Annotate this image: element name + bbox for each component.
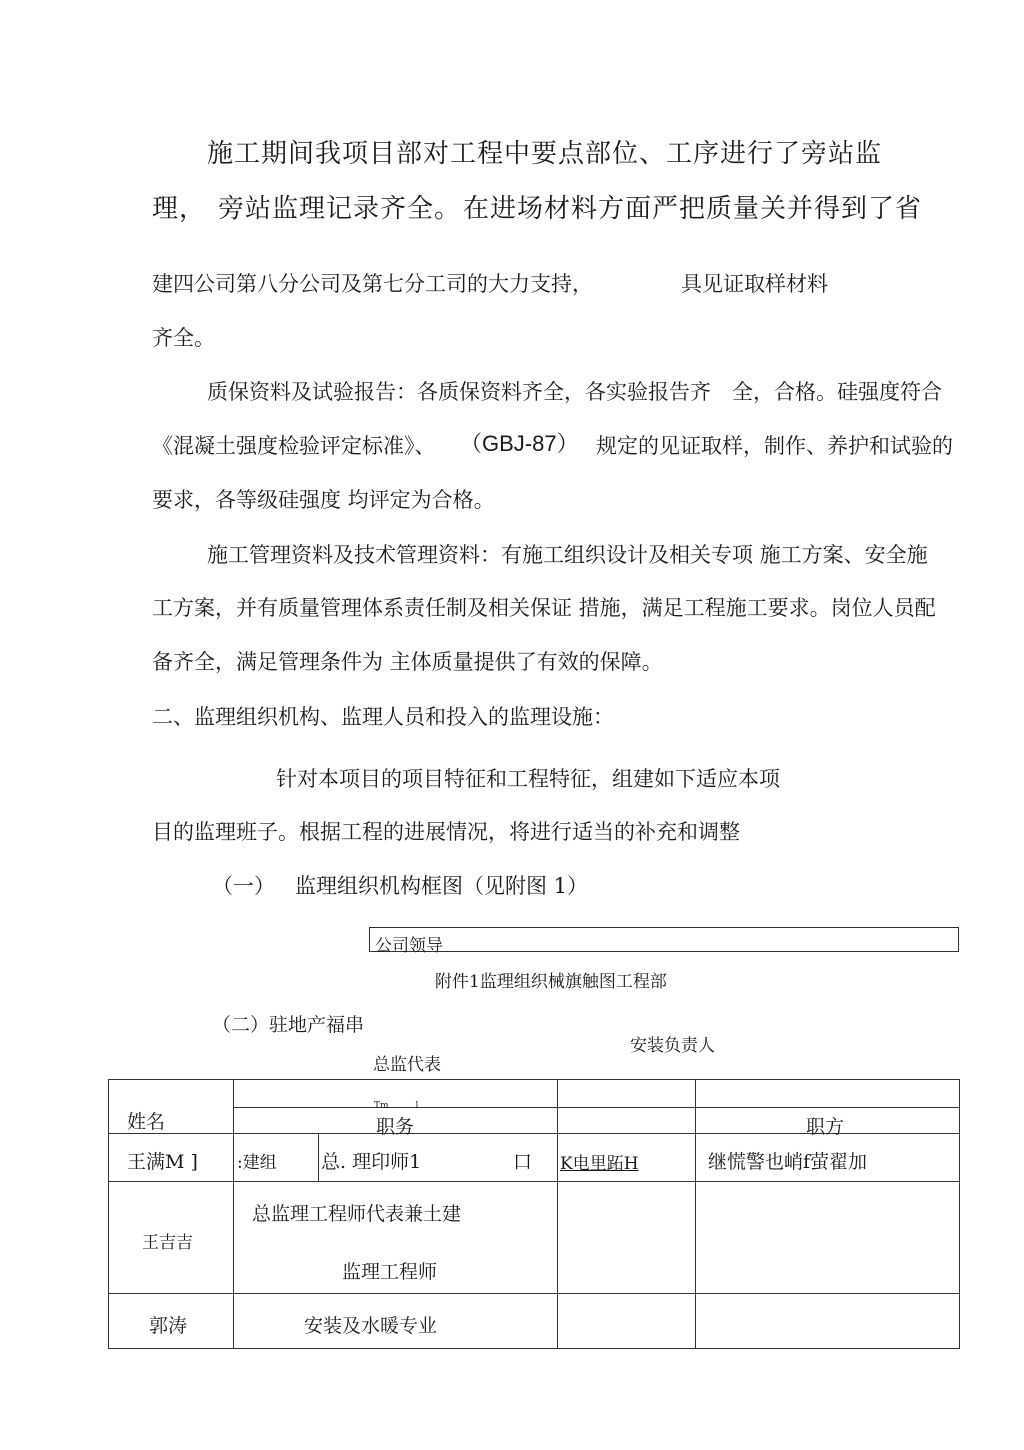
section2-heading: 二、监理组织机构、监理人员和投入的监理设施： [152, 705, 614, 729]
header-name-cell [109, 1080, 234, 1134]
header-role2-cell [696, 1108, 960, 1138]
tiny-mark-cell [234, 1080, 558, 1111]
blank-cell-e [696, 1182, 960, 1294]
company-leader-label: 公司领导 [375, 936, 443, 956]
row3-role-cell [234, 1294, 558, 1349]
row2-role-line2: 监理工程师 [342, 1261, 438, 1283]
para2-line2a: 《混凝土强度检验评定标准》、 [152, 434, 436, 458]
blank-cell-c [558, 1108, 696, 1134]
para3-line3: 备齐全，满足管理条件为 主体质量提供了有效的保障。 [152, 650, 663, 674]
row2-name-cell [109, 1182, 234, 1294]
header-name: 姓名 [127, 1111, 166, 1133]
para1-line3b: 具见证取样材料 [681, 272, 828, 296]
para1-line1: 施工期间我项目部对工程中要点部位、工序进行了旁站监 [207, 139, 883, 169]
row1-extra: K电里跖H [560, 1154, 639, 1174]
row1-role: 总. 理印师1 [321, 1151, 422, 1173]
chief-rep-label: 总监代表 [373, 1055, 441, 1075]
row1-name-cell [109, 1134, 234, 1182]
para2-line2c: 规定的见证取样，制作、养护和试验的 [596, 434, 953, 458]
blank-cell-g [696, 1294, 960, 1349]
row1-name: 王满M ] [127, 1151, 198, 1173]
install-lead-label: 安装负责人 [630, 1036, 715, 1056]
para2-line1: 质保资料及试验报告：各质保资料齐全，各实验报告齐 全，合格。硅强度符合 [207, 380, 942, 404]
blank-cell-f [558, 1294, 696, 1349]
row2-role-line1: 总监理工程师代表兼土建 [252, 1203, 462, 1225]
para4-line1: 针对本项目的项目特征和工程特征，组建如下适应本项 [276, 767, 780, 791]
blank-cell-d [558, 1182, 696, 1294]
row3-name: 郭涛 [149, 1315, 188, 1337]
sub2-title: （二）驻地产福串 [212, 1014, 365, 1036]
staff-table [108, 1079, 960, 1349]
para1-line2c: 在进场材料方面严把质量关并得到了省 [463, 194, 923, 224]
row1-extra2-cell [696, 1134, 960, 1182]
sub1-title: 监理组织机构框图（见附图 1） [295, 874, 589, 898]
header-role2: 职方 [806, 1116, 845, 1138]
para1-line3a: 建四公司第八分公司及第七分工司的大力支持， [152, 272, 593, 296]
row3-name-cell [109, 1294, 234, 1349]
para3-line2: 工方案，并有质量管理体系责任制及相关保证 措施，满足工程施工要求。岗位人员配 [152, 596, 936, 620]
row2-name: 王吉吉 [142, 1233, 193, 1253]
para2-line3: 要求，各等级硅强度 均评定为合格。 [152, 488, 495, 512]
row1-extra-cell [558, 1134, 696, 1182]
blank-cell-b [696, 1080, 960, 1108]
company-leader-box [369, 927, 959, 956]
header-role: 职务 [376, 1116, 415, 1138]
sub1-number: （一） [212, 874, 275, 898]
para4-line2: 目的监理班子。根据工程的进展情况，将进行适当的补充和调整 [152, 820, 740, 844]
para3-line1: 施工管理资料及技术管理资料：有施工组织设计及相关专项 施工方案、安全施 [207, 543, 928, 567]
blank-cell-a [558, 1080, 696, 1108]
para1-line4: 齐全。 [152, 326, 215, 350]
para1-line2a: 理， [152, 194, 207, 224]
row3-role-line1: 安装及水暖专业 [304, 1315, 438, 1337]
para2-line2b: （GBJ-87） [460, 431, 579, 456]
header-role-cell [234, 1108, 558, 1138]
row1-dept-cell [234, 1134, 319, 1182]
row1-role-cell [319, 1134, 558, 1182]
tiny-mark: Tm l [374, 1101, 419, 1111]
row1-extra2: 继慌警也峭f萤翟加 [708, 1151, 868, 1173]
row1-box: 口 [513, 1151, 533, 1173]
attachment-caption: 附件1监理组织械旗触图工程部 [435, 972, 667, 992]
row2-role-cell [234, 1182, 558, 1294]
para1-line2b: 旁站监理记录齐全。 [218, 194, 462, 224]
row1-dept: :建组 [237, 1153, 277, 1173]
